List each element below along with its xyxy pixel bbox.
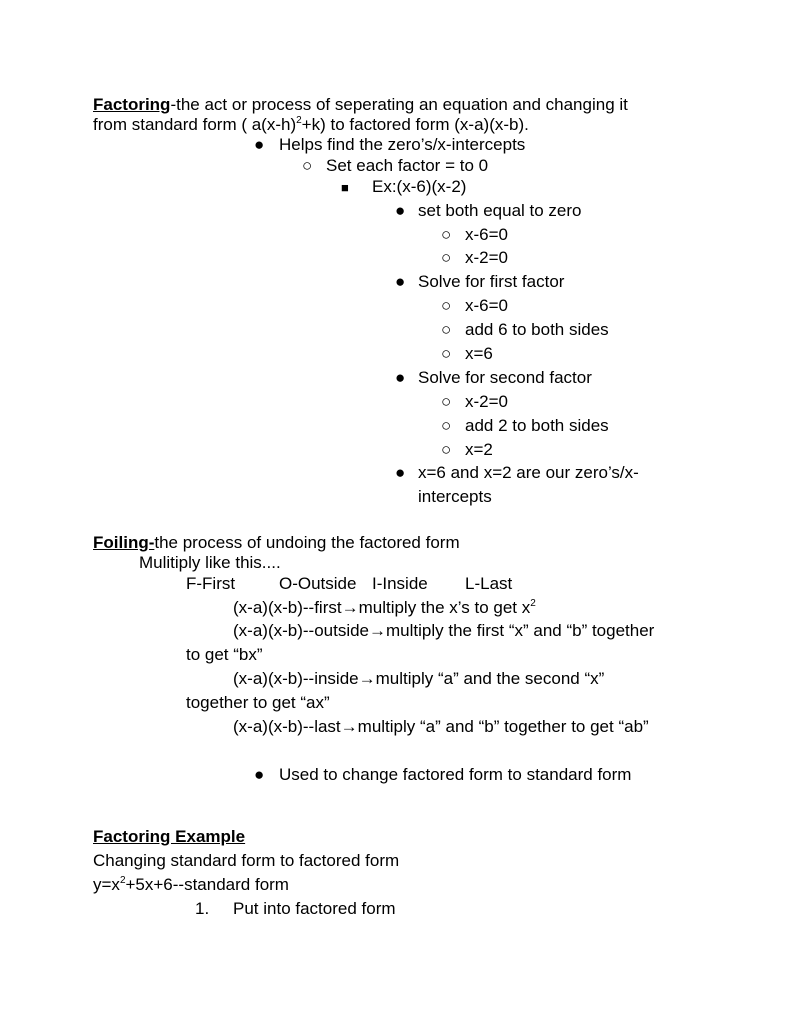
list-item-set-each-factor: Set each factor = to 0 — [326, 156, 489, 175]
step-list-item: x=2 — [465, 440, 493, 459]
step-list-item: add 2 to both sides — [465, 416, 609, 435]
bullet-hollow-icon: ○ — [302, 156, 313, 175]
factoring-def-part2a: from standard form ( a(x-h) — [93, 115, 297, 134]
bullet-filled-icon: ● — [254, 135, 265, 154]
factoring-def-text: -the act or process of seperating an equation and changing it — [170, 95, 628, 114]
foil-last-line: (x-a)(x-b)--last→multiply “a” and “b” together to get “ab” — [233, 717, 649, 736]
bullet-hollow-icon: ○ — [441, 440, 452, 459]
superscript-2: 2 — [530, 598, 536, 609]
foil-inside-line: (x-a)(x-b)--inside→multiply “a” and the second “x” — [233, 669, 605, 688]
step-list-item: x=6 and x=2 are our zero’s/x- — [418, 463, 639, 482]
bullet-filled-icon: ● — [395, 368, 406, 387]
bullet-square-icon: ■ — [341, 180, 349, 195]
bullet-hollow-icon: ○ — [441, 416, 452, 435]
list-item-example: Ex:(x-6)(x-2) — [372, 177, 467, 196]
foil-first-text: (x-a)(x-b)--first→multiply the x’s to get x — [233, 598, 531, 617]
step-list-item: add 6 to both sides — [465, 320, 609, 339]
foil-inside-continued: together to get “ax” — [186, 693, 330, 712]
bullet-hollow-icon: ○ — [441, 320, 452, 339]
step-list-item: x-2=0 — [465, 392, 508, 411]
example-description: Changing standard form to factored form — [93, 851, 400, 870]
step-list-item: x-6=0 — [465, 296, 508, 315]
foiling-def-text: the process of undoing the factored form — [154, 533, 460, 552]
foil-first-line — [233, 598, 536, 618]
foil-l-label: L-Last — [465, 574, 513, 593]
list-item-used-to-change: Used to change factored form to standard form — [279, 765, 632, 784]
step-list-item: x=6 — [465, 344, 493, 363]
foiling-definition — [93, 533, 460, 553]
foil-i-label: I-Inside — [372, 574, 428, 593]
step-list-item: x-6=0 — [465, 225, 508, 244]
factoring-def-part2b: +k) to factored form (x-a)(x-b). — [301, 115, 529, 134]
bullet-hollow-icon: ○ — [441, 248, 452, 267]
bullet-filled-icon: ● — [254, 765, 265, 784]
factoring-definition-line1 — [93, 95, 628, 115]
foil-f-label: F-First — [186, 574, 236, 593]
superscript-2: 2 — [296, 115, 302, 126]
example-equation — [93, 875, 289, 895]
bullet-filled-icon: ● — [395, 201, 406, 220]
bullet-filled-icon: ● — [395, 463, 406, 482]
step-number: 1. — [195, 899, 210, 918]
factoring-example-heading: Factoring Example — [93, 827, 246, 846]
equation-part-a: y=x — [93, 875, 120, 894]
step-list-item: Solve for second factor — [418, 368, 592, 387]
step-put-into-factored-form: Put into factored form — [233, 899, 396, 918]
foil-outside-continued: to get “bx” — [186, 645, 263, 664]
bullet-hollow-icon: ○ — [441, 225, 452, 244]
foiling-intro: Mulitiply like this.... — [139, 553, 281, 572]
step-list-item: intercepts — [418, 487, 492, 506]
superscript-2: 2 — [119, 875, 126, 886]
step-list-item: set both equal to zero — [418, 201, 582, 220]
factoring-definition-line2 — [93, 115, 529, 135]
bullet-hollow-icon: ○ — [441, 392, 452, 411]
foil-outside-line: (x-a)(x-b)--outside→multiply the first “x” and “b” together — [233, 621, 655, 640]
bullet-hollow-icon: ○ — [441, 344, 452, 363]
foil-o-label: O-Outside — [279, 574, 357, 593]
foiling-term: Foiling- — [93, 533, 155, 552]
list-item-helps-find: Helps find the zero’s/x-intercepts — [279, 135, 526, 154]
bullet-hollow-icon: ○ — [441, 296, 452, 315]
equation-part-b: +5x+6--standard form — [125, 875, 289, 894]
bullet-filled-icon: ● — [395, 272, 406, 291]
factoring-term: Factoring — [93, 95, 171, 114]
step-list-item: Solve for first factor — [418, 272, 565, 291]
step-list-item: x-2=0 — [465, 248, 508, 267]
